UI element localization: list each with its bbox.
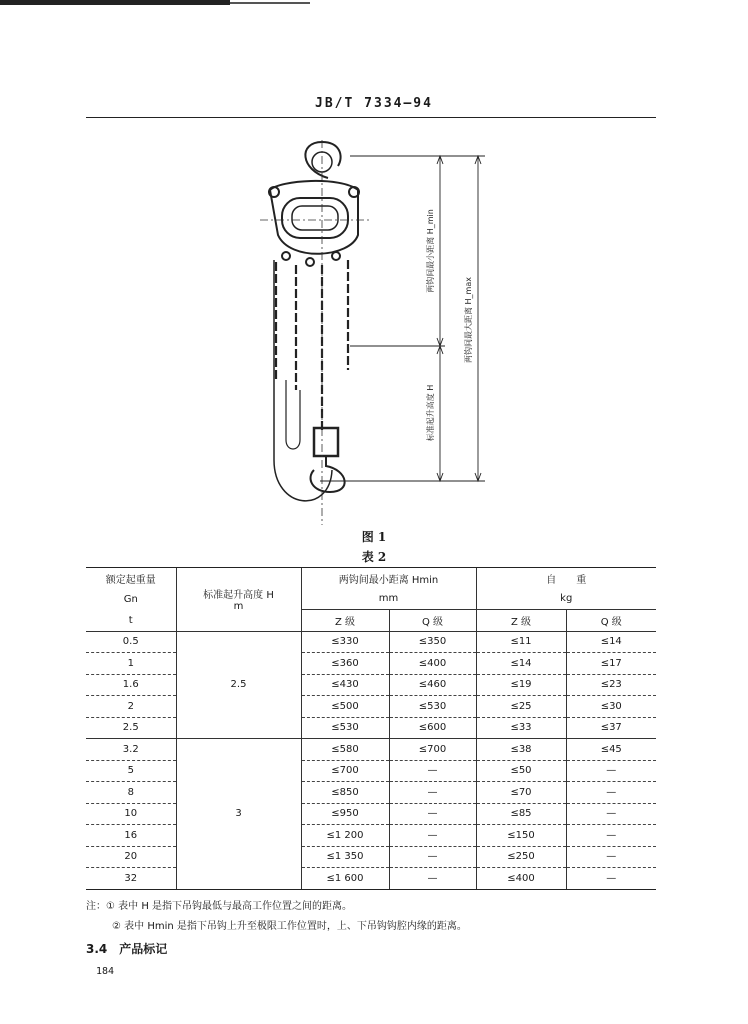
cell-wz: ≤11 — [476, 631, 566, 653]
note-2: ② 表中 Hmin 是指下吊钩上升至极限工作位置时，上、下吊钩钩腔内缘的距离。 — [112, 921, 467, 932]
chain-hoist-figure — [240, 140, 510, 525]
table-row — [86, 825, 656, 847]
table-row — [86, 717, 656, 739]
th-t-unit: t — [86, 610, 176, 632]
cell-wq: ≤30 — [566, 696, 656, 718]
cell-wq: ≤23 — [566, 674, 656, 696]
cell-hq: ≤600 — [389, 717, 476, 739]
table-2 — [86, 567, 656, 890]
cell-wz: ≤400 — [476, 868, 566, 890]
cell-gn: 1 — [86, 653, 176, 675]
cell-hz: ≤530 — [301, 717, 389, 739]
header-rule — [86, 117, 656, 118]
cell-wq: — — [566, 803, 656, 825]
figure-caption: 图 1 — [361, 530, 387, 544]
th-mm-unit: mm — [301, 589, 476, 610]
cell-hz: ≤950 — [301, 803, 389, 825]
table-row — [86, 674, 656, 696]
cell-hz: ≤580 — [301, 739, 389, 761]
cell-wz: ≤25 — [476, 696, 566, 718]
th-rated-load: 额定起重量 — [86, 568, 176, 589]
cell-hz: ≤330 — [301, 631, 389, 653]
cell-wq: ≤14 — [566, 631, 656, 653]
scan-edge-mark-thin — [230, 2, 310, 4]
cell-wz: ≤150 — [476, 825, 566, 847]
th-z-weight: Z 级 — [476, 610, 566, 632]
note-1: 注：① 表中 H 是指下吊钩最低与最高工作位置之间的距离。 — [86, 901, 353, 912]
table-row — [86, 782, 656, 804]
cell-wq: — — [566, 760, 656, 782]
cell-hz: ≤430 — [301, 674, 389, 696]
cell-hz: ≤1 350 — [301, 846, 389, 868]
table-row — [86, 868, 656, 890]
cell-lift-height: 2.5 — [176, 631, 301, 739]
th-hmin: 两钩间最小距离 Hmin — [301, 568, 476, 589]
table-row — [86, 696, 656, 718]
cell-hq: — — [389, 803, 476, 825]
th-q-weight: Q 级 — [566, 610, 656, 632]
hmax-label: 两钩间最大距离 H_max — [464, 277, 473, 363]
cell-wq: — — [566, 868, 656, 890]
cell-gn: 5 — [86, 760, 176, 782]
cell-gn: 32 — [86, 868, 176, 890]
cell-gn: 0.5 — [86, 631, 176, 653]
cell-lift-height: 3 — [176, 739, 301, 890]
table-body — [86, 631, 656, 889]
cell-gn: 3.2 — [86, 739, 176, 761]
cell-hq: — — [389, 825, 476, 847]
cell-hq: — — [389, 846, 476, 868]
table-caption: 表 2 — [361, 550, 387, 564]
cell-hq: — — [389, 868, 476, 890]
table-row — [86, 653, 656, 675]
cell-wz: ≤19 — [476, 674, 566, 696]
table-row — [86, 803, 656, 825]
cell-hq: ≤530 — [389, 696, 476, 718]
cell-gn: 2 — [86, 696, 176, 718]
table-row — [86, 760, 656, 782]
cell-wz: ≤85 — [476, 803, 566, 825]
cell-gn: 10 — [86, 803, 176, 825]
cell-hq: ≤400 — [389, 653, 476, 675]
cell-hz: ≤360 — [301, 653, 389, 675]
th-q-hmin: Q 级 — [389, 610, 476, 632]
cell-hz: ≤1 600 — [301, 868, 389, 890]
cell-hq: ≤460 — [389, 674, 476, 696]
table-row — [86, 846, 656, 868]
cell-gn: 16 — [86, 825, 176, 847]
cell-hz: ≤850 — [301, 782, 389, 804]
cell-gn: 1.6 — [86, 674, 176, 696]
cell-hq: ≤350 — [389, 631, 476, 653]
page-header-standard: JB/T 7334—94 — [315, 96, 433, 111]
cell-wz: ≤50 — [476, 760, 566, 782]
lower-hook-block — [314, 428, 338, 456]
cell-wz: ≤70 — [476, 782, 566, 804]
cell-gn: 20 — [86, 846, 176, 868]
cell-wq: — — [566, 782, 656, 804]
cell-wq: ≤45 — [566, 739, 656, 761]
cell-gn: 2.5 — [86, 717, 176, 739]
cell-hz: ≤500 — [301, 696, 389, 718]
cell-wq: — — [566, 846, 656, 868]
cell-hz: ≤700 — [301, 760, 389, 782]
cell-wq: ≤37 — [566, 717, 656, 739]
cell-hq: — — [389, 760, 476, 782]
hoist-body — [270, 181, 358, 254]
cell-wz: ≤33 — [476, 717, 566, 739]
cell-hq: ≤700 — [389, 739, 476, 761]
cell-wq: — — [566, 825, 656, 847]
cell-wz: ≤38 — [476, 739, 566, 761]
th-kg-unit: kg — [476, 589, 656, 610]
cell-hz: ≤1 200 — [301, 825, 389, 847]
section-heading: 3.4 产品标记 — [86, 942, 168, 956]
th-gn: Gn — [123, 593, 138, 605]
table-row — [86, 631, 656, 653]
th-lift-height: 标准起升高度 H m — [176, 568, 301, 632]
table-notes — [86, 897, 467, 937]
load-chains — [276, 260, 348, 430]
cell-gn: 8 — [86, 782, 176, 804]
cell-wz: ≤14 — [476, 653, 566, 675]
scan-edge-mark — [0, 0, 230, 5]
hmin-label: 两钩间最小距离 H_min — [426, 209, 435, 293]
lift-height-label: 标准起升高度 H — [426, 384, 435, 442]
th-z-hmin: Z 级 — [301, 610, 389, 632]
cell-wq: ≤17 — [566, 653, 656, 675]
cell-hq: — — [389, 782, 476, 804]
hand-chain-loop — [274, 260, 332, 501]
page-number: 184 — [96, 966, 115, 977]
th-weight: 自 重 — [476, 568, 656, 589]
cell-wz: ≤250 — [476, 846, 566, 868]
table-row — [86, 739, 656, 761]
